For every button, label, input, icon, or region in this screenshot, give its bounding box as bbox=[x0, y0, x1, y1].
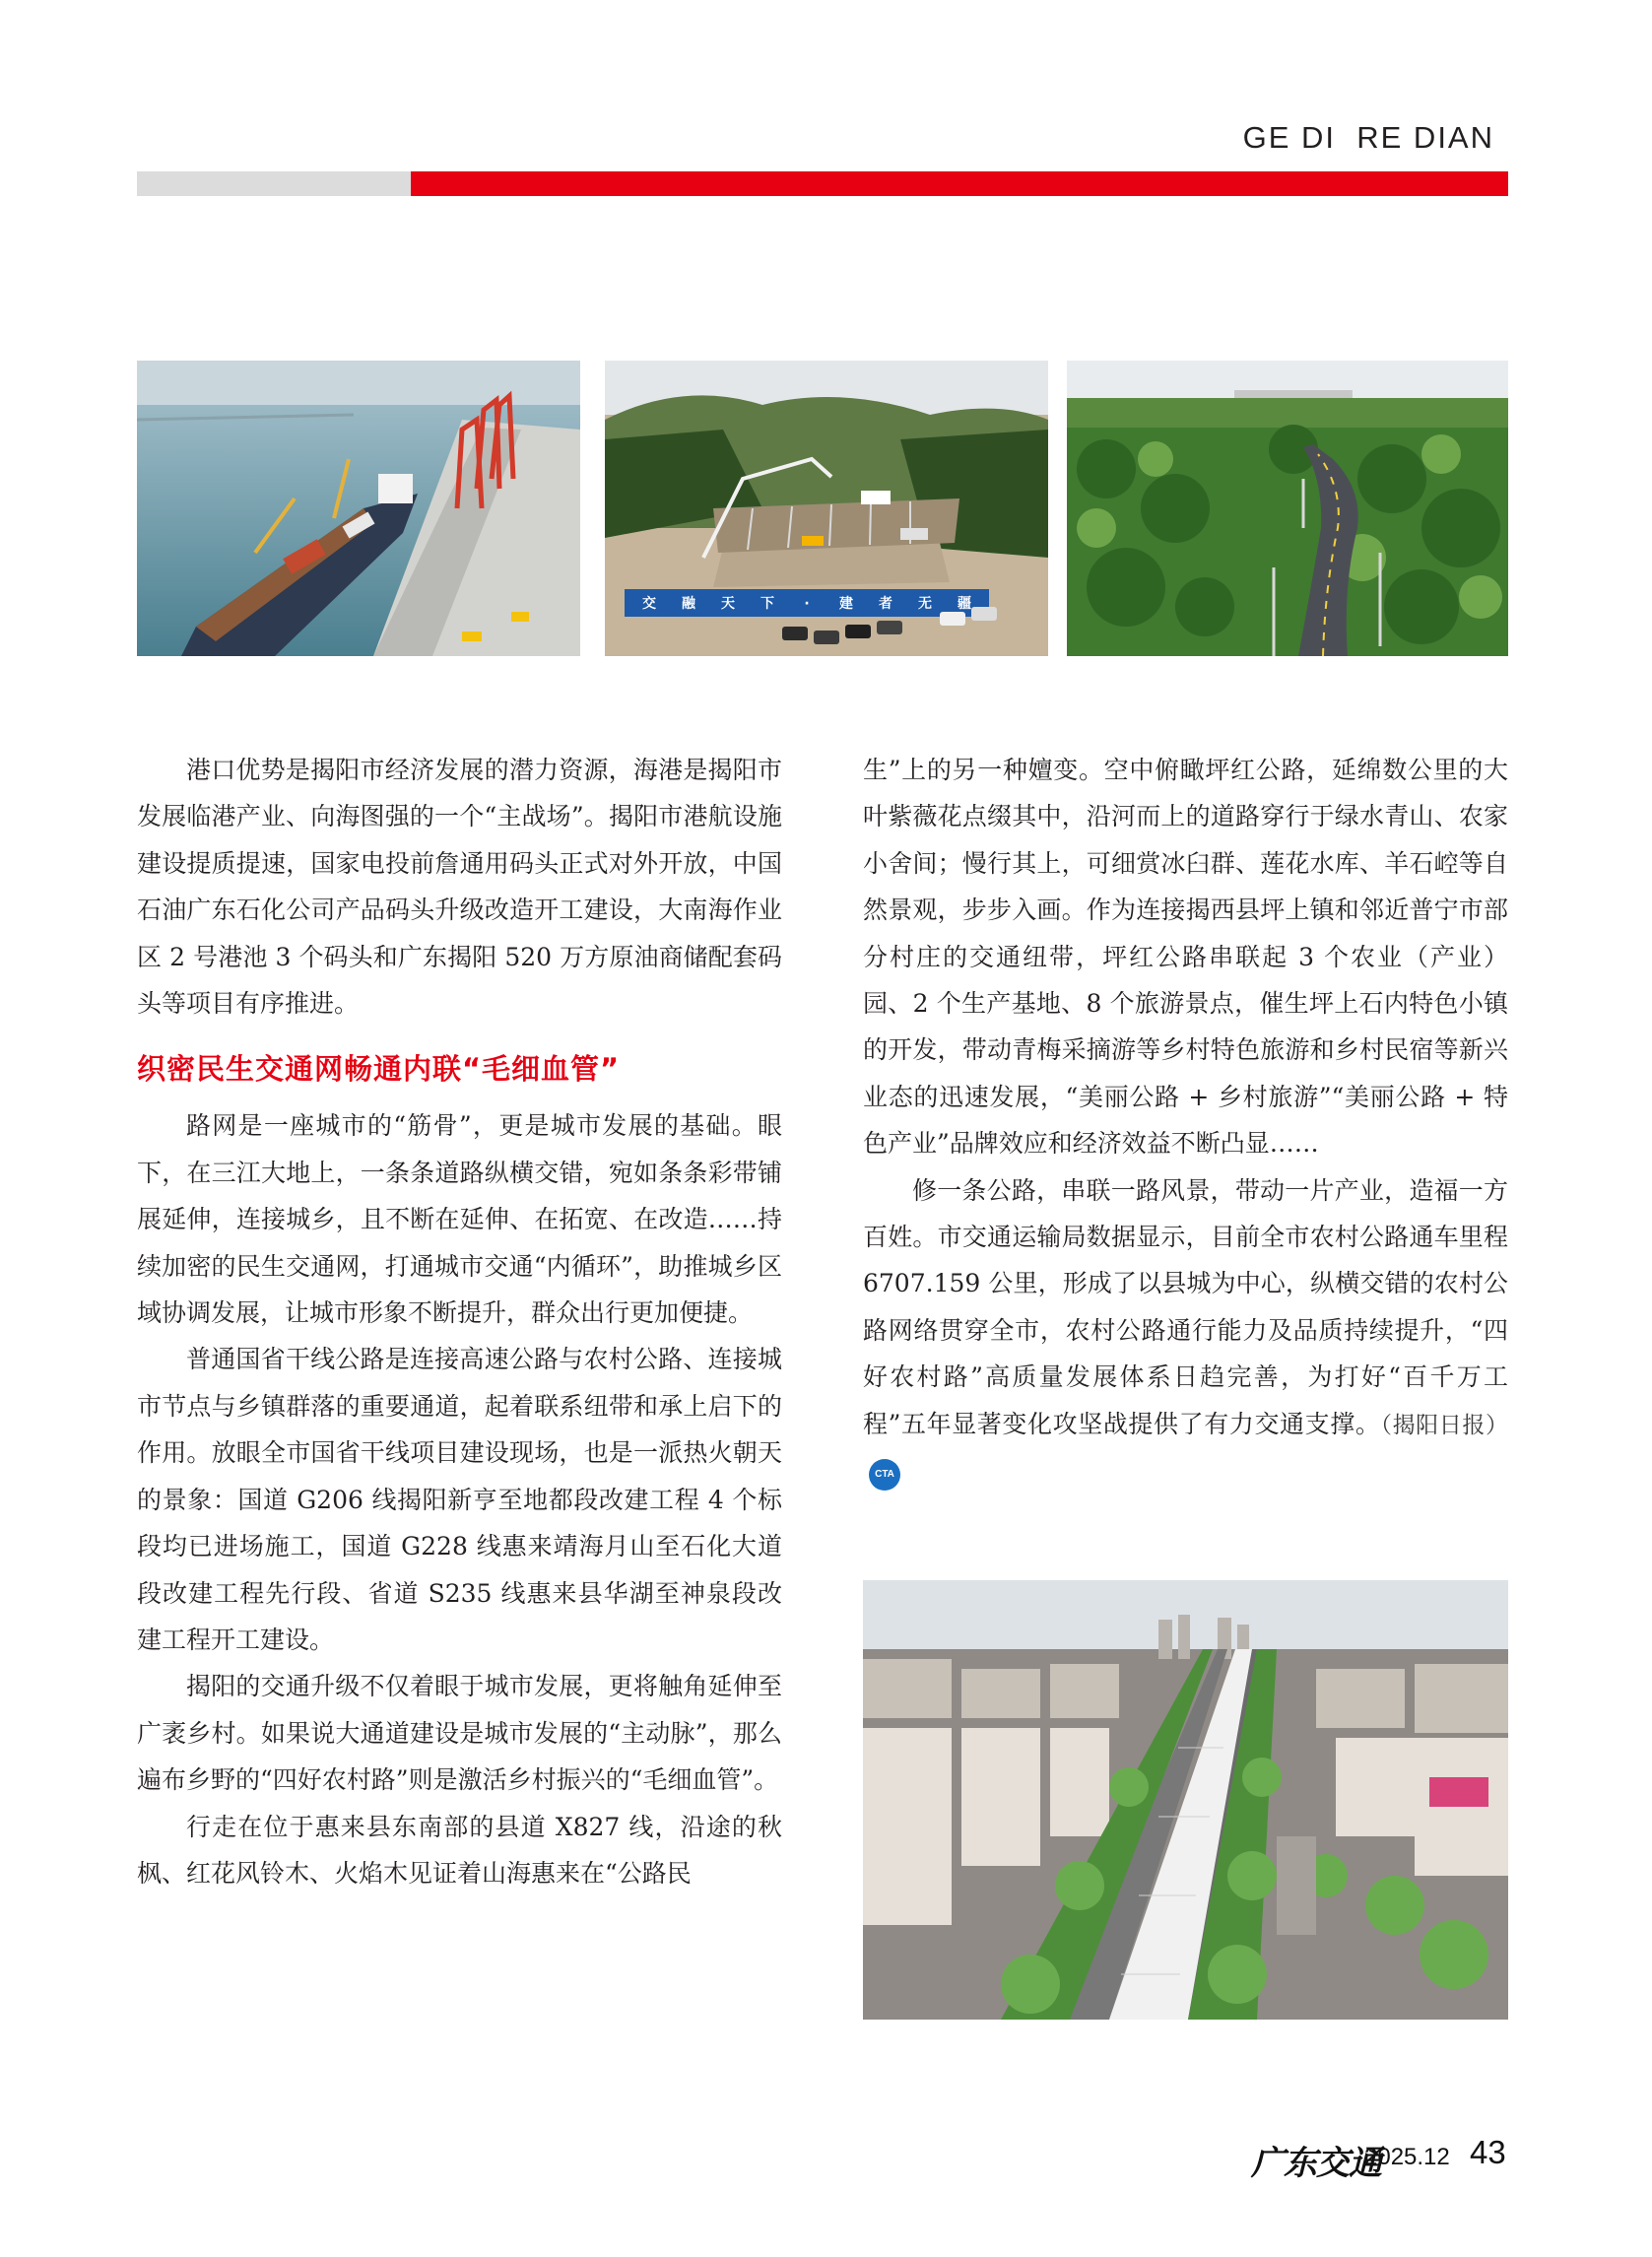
article-paragraph: 路网是一座城市的“筋骨”，更是城市发展的基础。眼下，在三江大地上，一条条道路纵横交错，宛如条条彩带铺展延伸，连接城乡，且不断在延伸、在拓宽、在改造……持续加密的民生交通网，打通城市交通“内循环”，助推城乡区域协调发展，让城市形象不断提升，群众出行更加便捷。 bbox=[137, 1111, 782, 1328]
section-heading: 织密民生交通网畅通内联“毛细血管” bbox=[137, 1052, 621, 1087]
article-paragraph: 生”上的另一种嬗变。空中俯瞰坪红公路，延绵数公里的大叶紫薇花点缀其中，沿河而上的道路穿行于绿水青山、农家小舍间；慢行其上，可细赏冰臼群、莲花水库、羊石崆等自然景观，步步入画。作为连接揭西县坪上镇和邻近普宁市部分村庄的交通纽带，坪红公路串联起 3 个农业（产业）园、2 个生产基地、8 个旅游景点，催生坪上石内特色小镇的开发，带动青梅采摘游等乡村特色旅游和乡村民宿等新兴业态的迅速发展，“美丽公路 + 乡村旅游”“美丽公路 + 特色产业”品牌效应和经济效益不断凸显…… bbox=[863, 756, 1508, 1159]
banner-char: 融 bbox=[682, 596, 695, 612]
source-attribution: （揭阳日报） bbox=[1380, 1412, 1508, 1438]
article-paragraph: 普通国省干线公路是连接高速公路与农村公路、连接城市节点与乡镇群落的重要通道，起着联系纽带和承上启下的作用。放眼全市国省干线项目建设现场，也是一派热火朝天的景象：国道 G206 线揭阳新亨至地都段改建工程 4 个标段均已进场施工，国道 G228 线惠来靖海月山至石化大道段改建工程先行段、省道 S235 线惠来县华湖至神泉段改建工程开工建设。 bbox=[137, 1345, 782, 1654]
magazine-brand: 广东交通 bbox=[1251, 2144, 1381, 2183]
banner-char: · bbox=[804, 596, 810, 612]
article-column-left bbox=[137, 747, 782, 1896]
rural-road-photo bbox=[1067, 361, 1508, 656]
port-crane-photo bbox=[137, 361, 580, 656]
header-bar-gray bbox=[137, 171, 411, 196]
banner-char: 下 bbox=[760, 596, 774, 612]
banner-char: 者 bbox=[879, 596, 892, 612]
city-aerial-photo bbox=[863, 1580, 1508, 2020]
construction-site-photo bbox=[605, 361, 1048, 656]
page-number: 43 bbox=[1470, 2134, 1506, 2170]
cta-logo-icon: CTA bbox=[869, 1459, 900, 1491]
article-paragraph-text: 修一条公路，串联一路风景，带动一片产业，造福一方百姓。市交通运输局数据显示，目前全市农村公路通车里程 6707.159 公里，形成了以县城为中心，纵横交错的农村公路网络贯穿全市，农村公路通行能力及品质持续提升，“四好农村路”高质量发展体系日趋完善，为打好“百千万工程”五年显著变化攻坚战提供了有力交通支撑。 bbox=[863, 1175, 1508, 1438]
header-bar-red bbox=[411, 171, 1508, 196]
article-paragraph bbox=[863, 1167, 1508, 1496]
article-paragraph: 港口优势是揭阳市经济发展的潜力资源，海港是揭阳市发展临港产业、向海图强的一个“主战场”。揭阳市港航设施建设提质提速，国家电投前詹通用码头正式对外开放，中国石油广东石化公司产品码头升级改造开工建设，大南海作业区 2 号港池 3 个码头和广东揭阳 520 万方原油商储配套码头等项目有序推进。 bbox=[137, 756, 782, 1019]
article-column-right bbox=[863, 747, 1508, 1496]
banner-char: 交 bbox=[642, 596, 656, 612]
banner-char: 疆 bbox=[958, 596, 971, 612]
section-pinyin-label: GE DI RE DIAN bbox=[1242, 120, 1494, 155]
banner-char: 建 bbox=[839, 596, 853, 612]
banner-char: 天 bbox=[721, 596, 735, 612]
article-paragraph: 行走在位于惠来县东南部的县道 X827 线，沿途的秋枫、红花风铃木、火焰木见证着山海惠来在“公路民 bbox=[137, 1812, 782, 1888]
banner-char: 无 bbox=[918, 596, 932, 612]
issue-date: 2025.12 bbox=[1364, 2144, 1450, 2170]
article-paragraph: 揭阳的交通升级不仅着眼于城市发展，更将触角延伸至广袤乡村。如果说大通道建设是城市发展的“主动脉”，那么遍布乡野的“四好农村路”则是激活乡村振兴的“毛细血管”。 bbox=[137, 1672, 782, 1795]
